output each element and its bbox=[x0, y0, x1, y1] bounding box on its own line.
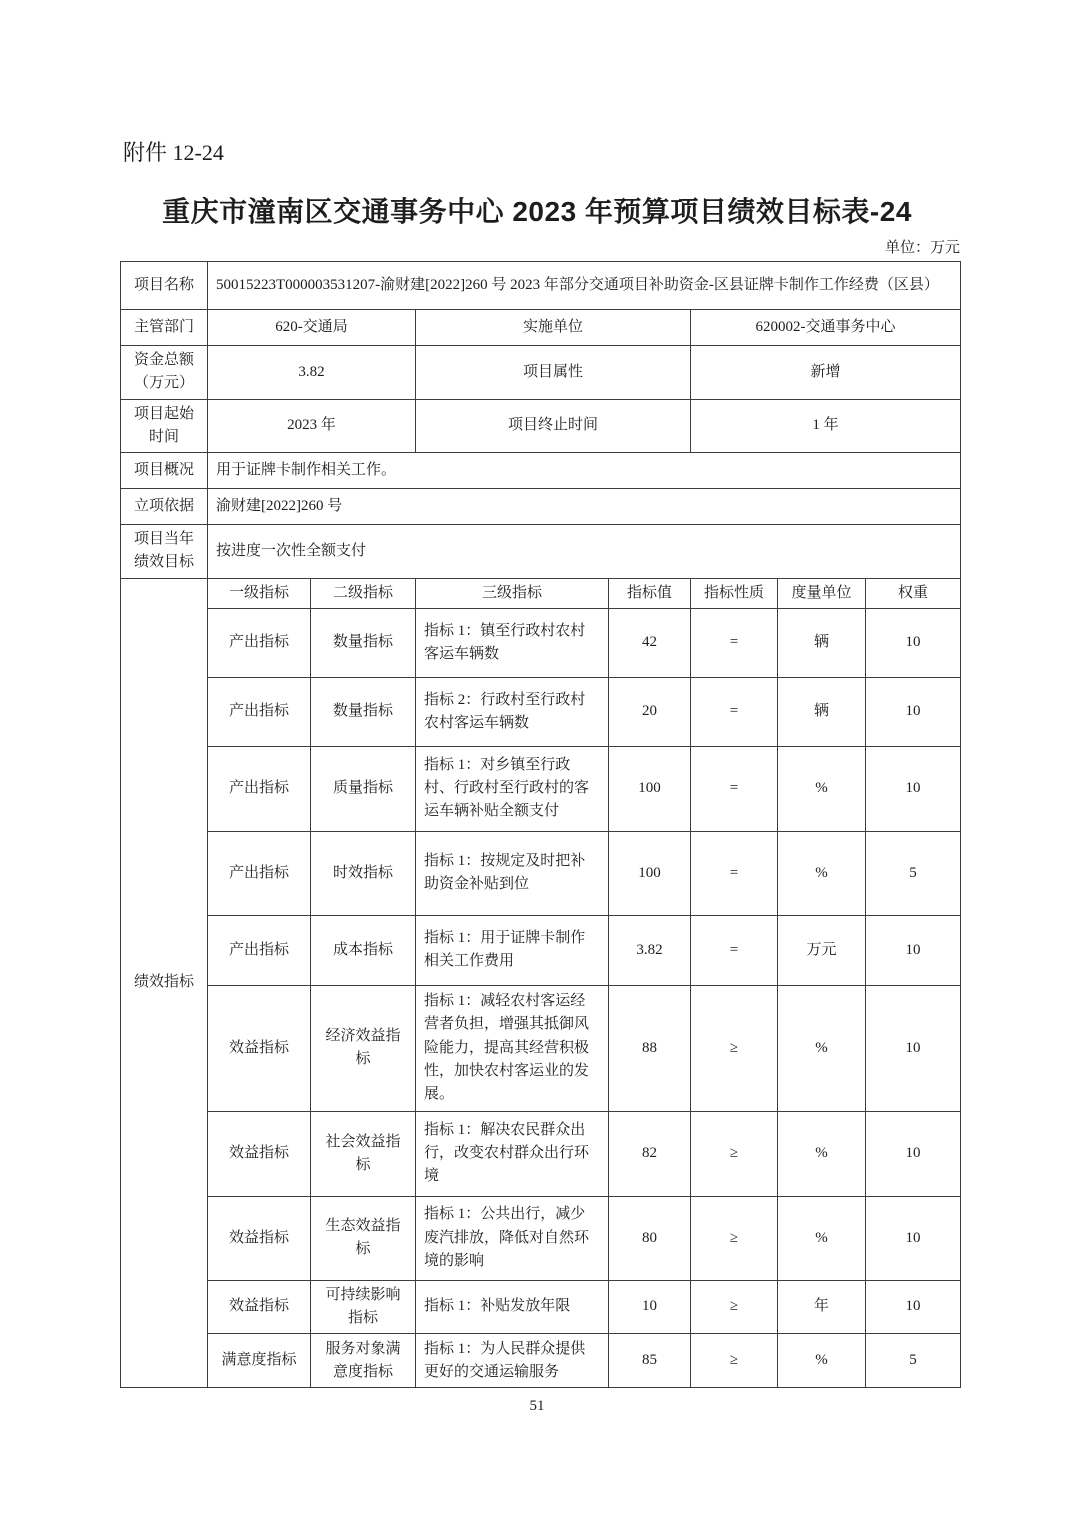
indicator-nature: = bbox=[691, 677, 778, 746]
indicator-weight: 10 bbox=[866, 1111, 961, 1196]
indicator-level2: 质量指标 bbox=[311, 746, 416, 831]
header-weight: 权重 bbox=[866, 578, 961, 608]
indicator-row bbox=[121, 746, 961, 831]
header-nature: 指标性质 bbox=[691, 578, 778, 608]
indicator-value: 82 bbox=[609, 1111, 691, 1196]
indicator-level1: 产出指标 bbox=[208, 746, 311, 831]
project-name-value: 50015223T000003531207-渝财建[2022]260 号 2023 年部分交通项目补助资金-区县证牌卡制作工作经费（区县） bbox=[208, 262, 961, 310]
indicator-nature: = bbox=[691, 915, 778, 985]
impl-label: 实施单位 bbox=[416, 310, 691, 346]
indicator-weight: 10 bbox=[866, 1280, 961, 1334]
end-label: 项目终止时间 bbox=[416, 399, 691, 453]
indicator-level3: 指标 1：用于证牌卡制作相关工作费用 bbox=[416, 915, 609, 985]
page-title: 重庆市潼南区交通事务中心 2023 年预算项目绩效目标表-24 bbox=[162, 196, 912, 227]
header-level1: 一级指标 bbox=[208, 578, 311, 608]
indicator-weight: 10 bbox=[866, 677, 961, 746]
indicator-row bbox=[121, 1111, 961, 1196]
table-row bbox=[121, 310, 961, 346]
indicator-value: 100 bbox=[609, 831, 691, 915]
indicator-row bbox=[121, 831, 961, 915]
start-value: 2023 年 bbox=[208, 399, 416, 453]
indicator-value: 20 bbox=[609, 677, 691, 746]
indicator-level1: 产出指标 bbox=[208, 831, 311, 915]
indicator-level1: 效益指标 bbox=[208, 1111, 311, 1196]
dept-value: 620-交通局 bbox=[208, 310, 416, 346]
indicator-unit: % bbox=[778, 985, 866, 1111]
goal-label: 项目当年绩效目标 bbox=[121, 525, 208, 579]
indicator-value: 100 bbox=[609, 746, 691, 831]
indicator-level1: 效益指标 bbox=[208, 1196, 311, 1280]
indicator-level3: 指标 1：公共出行，减少废汽排放，降低对自然环境的影响 bbox=[416, 1196, 609, 1280]
indicator-weight: 10 bbox=[866, 915, 961, 985]
indicator-nature: ≥ bbox=[691, 1280, 778, 1334]
indicator-level3: 指标 2：行政村至行政村农村客运车辆数 bbox=[416, 677, 609, 746]
indicator-row bbox=[121, 677, 961, 746]
overview-value: 用于证牌卡制作相关工作。 bbox=[208, 453, 961, 489]
indicator-header-row bbox=[121, 578, 961, 608]
attr-label: 项目属性 bbox=[416, 346, 691, 400]
header-unit: 度量单位 bbox=[778, 578, 866, 608]
indicators-section-label: 绩效指标 bbox=[121, 578, 208, 1388]
indicator-level1: 产出指标 bbox=[208, 677, 311, 746]
indicator-level2: 数量指标 bbox=[311, 677, 416, 746]
indicator-row bbox=[121, 985, 961, 1111]
start-label: 项目起始时间 bbox=[121, 399, 208, 453]
indicator-level1: 效益指标 bbox=[208, 1280, 311, 1334]
indicator-nature: = bbox=[691, 831, 778, 915]
indicator-value: 10 bbox=[609, 1280, 691, 1334]
table-row bbox=[121, 489, 961, 525]
indicator-nature: = bbox=[691, 608, 778, 677]
attr-value: 新增 bbox=[691, 346, 961, 400]
indicator-weight: 10 bbox=[866, 746, 961, 831]
basis-label: 立项依据 bbox=[121, 489, 208, 525]
indicator-level3: 指标 1：为人民群众提供更好的交通运输服务 bbox=[416, 1334, 609, 1388]
indicator-weight: 10 bbox=[866, 608, 961, 677]
indicator-row bbox=[121, 1334, 961, 1388]
indicator-level2: 时效指标 bbox=[311, 831, 416, 915]
indicator-level2: 成本指标 bbox=[311, 915, 416, 985]
table-row bbox=[121, 399, 961, 453]
indicator-unit: % bbox=[778, 831, 866, 915]
indicator-value: 88 bbox=[609, 985, 691, 1111]
indicator-level2: 生态效益指标 bbox=[311, 1196, 416, 1280]
indicator-unit: % bbox=[778, 746, 866, 831]
indicator-unit: 年 bbox=[778, 1280, 866, 1334]
indicator-unit: 万元 bbox=[778, 915, 866, 985]
indicator-level3: 指标 1：补贴发放年限 bbox=[416, 1280, 609, 1334]
indicator-level2: 社会效益指标 bbox=[311, 1111, 416, 1196]
basis-value: 渝财建[2022]260 号 bbox=[208, 489, 961, 525]
dept-label: 主管部门 bbox=[121, 310, 208, 346]
indicator-level2: 数量指标 bbox=[311, 608, 416, 677]
goal-value: 按进度一次性全额支付 bbox=[208, 525, 961, 579]
end-value: 1 年 bbox=[691, 399, 961, 453]
indicator-row bbox=[121, 1280, 961, 1334]
indicator-level1: 产出指标 bbox=[208, 915, 311, 985]
indicator-nature: = bbox=[691, 746, 778, 831]
indicator-weight: 5 bbox=[866, 831, 961, 915]
page-number: 51 bbox=[529, 1398, 545, 1414]
indicator-unit: % bbox=[778, 1334, 866, 1388]
indicator-level3: 指标 1：减轻农村客运经营者负担，增强其抵御风险能力，提高其经营积极性，加快农村客运业的发展。 bbox=[416, 985, 609, 1111]
indicator-unit: 辆 bbox=[778, 677, 866, 746]
header-value: 指标值 bbox=[609, 578, 691, 608]
indicator-level1: 产出指标 bbox=[208, 608, 311, 677]
indicator-nature: ≥ bbox=[691, 1111, 778, 1196]
indicator-weight: 5 bbox=[866, 1334, 961, 1388]
indicator-unit: % bbox=[778, 1196, 866, 1280]
indicator-level3: 指标 1：按规定及时把补助资金补贴到位 bbox=[416, 831, 609, 915]
indicator-weight: 10 bbox=[866, 1196, 961, 1280]
impl-value: 620002-交通事务中心 bbox=[691, 310, 961, 346]
header-level3: 三级指标 bbox=[416, 578, 609, 608]
indicator-level2: 服务对象满意度指标 bbox=[311, 1334, 416, 1388]
indicator-nature: ≥ bbox=[691, 985, 778, 1111]
fund-value: 3.82 bbox=[208, 346, 416, 400]
indicator-value: 85 bbox=[609, 1334, 691, 1388]
indicator-unit: 辆 bbox=[778, 608, 866, 677]
indicator-level1: 效益指标 bbox=[208, 985, 311, 1111]
table-row bbox=[121, 346, 961, 400]
indicator-level1: 满意度指标 bbox=[208, 1334, 311, 1388]
indicator-level3: 指标 1：解决农民群众出行，改变农村群众出行环境 bbox=[416, 1111, 609, 1196]
table-row bbox=[121, 525, 961, 579]
indicator-level3: 指标 1：对乡镇至行政村、行政村至行政村的客运车辆补贴全额支付 bbox=[416, 746, 609, 831]
indicator-level2: 可持续影响指标 bbox=[311, 1280, 416, 1334]
indicator-value: 42 bbox=[609, 608, 691, 677]
indicator-level3: 指标 1：镇至行政村农村客运车辆数 bbox=[416, 608, 609, 677]
header-level2: 二级指标 bbox=[311, 578, 416, 608]
indicator-row bbox=[121, 1196, 961, 1280]
indicator-unit: % bbox=[778, 1111, 866, 1196]
indicator-nature: ≥ bbox=[691, 1196, 778, 1280]
project-name-label: 项目名称 bbox=[121, 262, 208, 310]
attachment-line bbox=[123, 136, 224, 167]
indicator-value: 80 bbox=[609, 1196, 691, 1280]
indicator-level2: 经济效益指标 bbox=[311, 985, 416, 1111]
indicator-weight: 10 bbox=[866, 985, 961, 1111]
table-row bbox=[121, 262, 961, 310]
indicator-nature: ≥ bbox=[691, 1334, 778, 1388]
attachment-label: 附件 bbox=[123, 140, 168, 165]
indicator-row bbox=[121, 608, 961, 677]
table-row bbox=[121, 453, 961, 489]
indicator-row bbox=[121, 915, 961, 985]
overview-label: 项目概况 bbox=[121, 453, 208, 489]
indicator-value: 3.82 bbox=[609, 915, 691, 985]
budget-performance-table bbox=[120, 261, 961, 1388]
attachment-number: 12-24 bbox=[172, 140, 224, 165]
unit-note: 单位：万元 bbox=[884, 240, 960, 256]
fund-label: 资金总额（万元） bbox=[121, 346, 208, 400]
